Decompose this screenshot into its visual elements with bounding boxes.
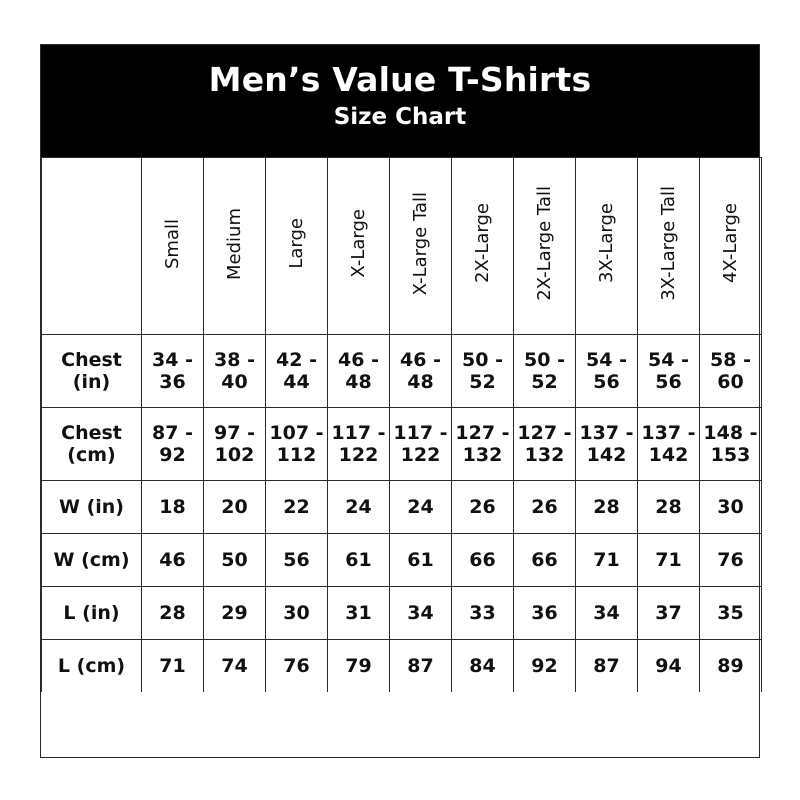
cell-l-cm-large: 76 [266, 640, 328, 693]
cell-w-cm-3xlarge-tall: 71 [638, 534, 700, 587]
cell-chest-in-small: 34 - 36 [142, 335, 204, 408]
cell-chest-cm-large: 107 - 112 [266, 408, 328, 481]
cell-l-cm-2xlarge: 84 [452, 640, 514, 693]
cell-w-cm-2xlarge: 66 [452, 534, 514, 587]
column-header-label: X-Large Tall [409, 191, 431, 296]
cell-chest-in-2xlarge-tall: 50 - 52 [514, 335, 576, 408]
column-header-label: Small [161, 218, 183, 269]
cell-chest-in-3xlarge-tall: 54 - 56 [638, 335, 700, 408]
cell-l-in-4xlarge: 35 [700, 587, 762, 640]
cell-chest-cm-xlarge-tall: 117 - 122 [390, 408, 452, 481]
cell-chest-in-xlarge: 46 - 48 [328, 335, 390, 408]
column-header-label: X-Large [347, 209, 369, 278]
cell-l-in-large: 30 [266, 587, 328, 640]
column-header-3xlarge [576, 158, 638, 335]
table-row [42, 587, 762, 640]
row-label-chest-cm: Chest (cm) [42, 408, 142, 481]
cell-l-in-small: 28 [142, 587, 204, 640]
cell-w-in-2xlarge: 26 [452, 481, 514, 534]
cell-l-cm-xlarge-tall: 87 [390, 640, 452, 693]
cell-w-in-xlarge: 24 [328, 481, 390, 534]
column-header-small [142, 158, 204, 335]
column-header-large [266, 158, 328, 335]
cell-l-cm-small: 71 [142, 640, 204, 693]
cell-w-in-3xlarge-tall: 28 [638, 481, 700, 534]
column-header-2xlarge [452, 158, 514, 335]
row-label-chest-in: Chest (in) [42, 335, 142, 408]
cell-w-in-large: 22 [266, 481, 328, 534]
page-subtitle: Size Chart [333, 103, 467, 130]
cell-chest-cm-medium: 97 - 102 [204, 408, 266, 481]
column-header-4xlarge [700, 158, 762, 335]
cell-chest-cm-4xlarge: 148 - 153 [700, 408, 762, 481]
size-chart-table [41, 157, 762, 692]
cell-l-in-2xlarge-tall: 36 [514, 587, 576, 640]
cell-l-in-2xlarge: 33 [452, 587, 514, 640]
cell-l-in-3xlarge-tall: 37 [638, 587, 700, 640]
column-header-2xlarge-tall [514, 158, 576, 335]
cell-w-in-4xlarge: 30 [700, 481, 762, 534]
table-row [42, 640, 762, 693]
cell-chest-cm-3xlarge: 137 - 142 [576, 408, 638, 481]
column-header-label: Medium [223, 207, 245, 280]
cell-chest-cm-2xlarge-tall: 127 - 132 [514, 408, 576, 481]
cell-l-in-xlarge-tall: 34 [390, 587, 452, 640]
cell-l-in-3xlarge: 34 [576, 587, 638, 640]
row-label-l-in: L (in) [42, 587, 142, 640]
column-header-label: 3X-Large Tall [657, 186, 679, 301]
cell-w-cm-3xlarge: 71 [576, 534, 638, 587]
cell-chest-in-medium: 38 - 40 [204, 335, 266, 408]
table-row [42, 408, 762, 481]
cell-chest-in-xlarge-tall: 46 - 48 [390, 335, 452, 408]
table-corner-cell [42, 158, 142, 335]
column-header-3xlarge-tall [638, 158, 700, 335]
row-label-l-cm: L (cm) [42, 640, 142, 693]
cell-l-cm-2xlarge-tall: 92 [514, 640, 576, 693]
row-label-w-cm: W (cm) [42, 534, 142, 587]
cell-chest-cm-3xlarge-tall: 137 - 142 [638, 408, 700, 481]
table-row [42, 481, 762, 534]
cell-chest-cm-small: 87 - 92 [142, 408, 204, 481]
cell-chest-in-4xlarge: 58 - 60 [700, 335, 762, 408]
cell-w-cm-2xlarge-tall: 66 [514, 534, 576, 587]
cell-w-in-small: 18 [142, 481, 204, 534]
cell-l-cm-4xlarge: 89 [700, 640, 762, 693]
cell-w-in-2xlarge-tall: 26 [514, 481, 576, 534]
cell-w-in-3xlarge: 28 [576, 481, 638, 534]
cell-chest-cm-xlarge: 117 - 122 [328, 408, 390, 481]
cell-l-cm-xlarge: 79 [328, 640, 390, 693]
cell-w-cm-xlarge: 61 [328, 534, 390, 587]
cell-l-cm-3xlarge-tall: 94 [638, 640, 700, 693]
cell-chest-in-2xlarge: 50 - 52 [452, 335, 514, 408]
table-row [42, 335, 762, 408]
column-header-label: Large [285, 218, 307, 269]
column-header-label: 2X-Large Tall [533, 186, 555, 301]
column-header-medium [204, 158, 266, 335]
cell-l-cm-3xlarge: 87 [576, 640, 638, 693]
cell-chest-in-large: 42 - 44 [266, 335, 328, 408]
size-chart-card [40, 44, 760, 758]
cell-w-in-xlarge-tall: 24 [390, 481, 452, 534]
cell-w-cm-xlarge-tall: 61 [390, 534, 452, 587]
cell-l-cm-medium: 74 [204, 640, 266, 693]
column-header-label: 2X-Large [471, 203, 493, 284]
cell-w-cm-large: 56 [266, 534, 328, 587]
cell-l-in-medium: 29 [204, 587, 266, 640]
row-label-w-in: W (in) [42, 481, 142, 534]
cell-l-in-xlarge: 31 [328, 587, 390, 640]
cell-chest-in-3xlarge: 54 - 56 [576, 335, 638, 408]
table-header-row [42, 158, 762, 335]
column-header-xlarge [328, 158, 390, 335]
cell-chest-cm-2xlarge: 127 - 132 [452, 408, 514, 481]
cell-w-in-medium: 20 [204, 481, 266, 534]
cell-w-cm-4xlarge: 76 [700, 534, 762, 587]
cell-w-cm-medium: 50 [204, 534, 266, 587]
column-header-label: 3X-Large [595, 203, 617, 284]
column-header-label: 4X-Large [719, 203, 741, 284]
page-title: Men’s Value T-Shirts [208, 60, 592, 99]
chart-header [41, 45, 759, 157]
table-row [42, 534, 762, 587]
column-header-xlarge-tall [390, 158, 452, 335]
cell-w-cm-small: 46 [142, 534, 204, 587]
